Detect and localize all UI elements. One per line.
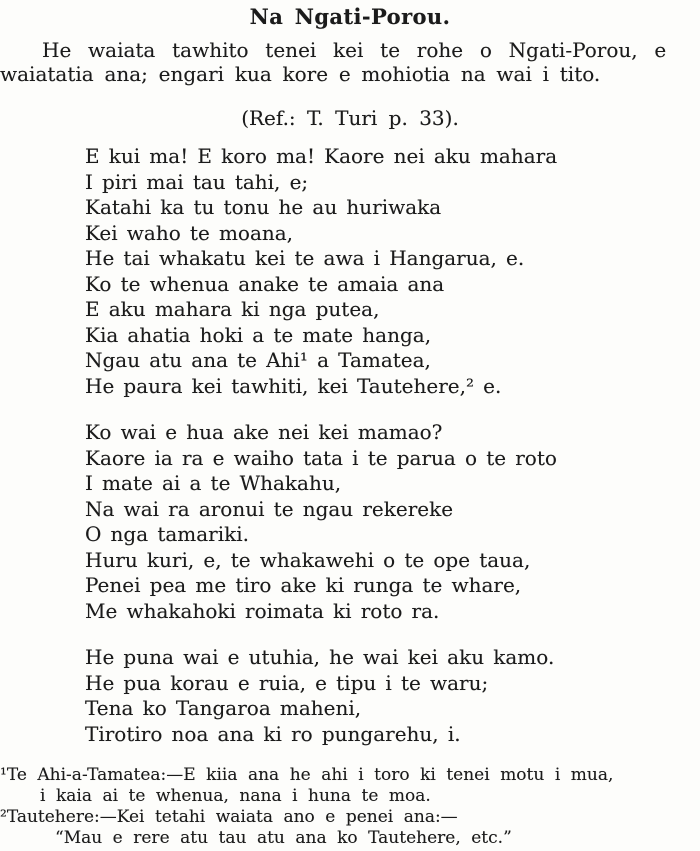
poem-line: E kui ma! E koro ma! Kaore nei aku mahara [85, 144, 558, 168]
poem-line: E aku mahara ki nga putea, [85, 297, 380, 321]
poem-line: He puna wai e utuhia, he wai kei aku kamo. [85, 645, 555, 669]
intro-paragraph [0, 38, 700, 86]
intro-line: He waiata tawhito tenei kei te rohe o Ngati-Porou, e [42, 38, 667, 62]
footnote-line: ²Tautehere:—Kei tetahi waiata ano e penei ana:— [0, 807, 458, 827]
footnote-line: i kaia ai te whenua, nana i huna te moa. [40, 786, 431, 806]
poem-stanza-1 [85, 144, 700, 399]
reference-line: (Ref.: T. Turi p. 33). [241, 106, 459, 130]
footnote-line: ¹Te Ahi-a-Tamatea:—E kiia ana he ahi i toro ki tenei motu i mua, [0, 765, 614, 785]
poem-line: He paura kei tawhiti, kei Tautehere,² e. [85, 373, 502, 398]
poem-line: Ngau atu ana te Ahi¹ a Tamatea, [85, 348, 431, 372]
poem-line: Katahi ka tu tonu he au huriwaka [85, 195, 442, 219]
poem-line: O nga tamariki. [85, 522, 249, 546]
footnote-line: “Mau e rere atu tau atu ana ko Tautehere, etc.” [55, 828, 512, 848]
poem-stanza-2 [85, 420, 700, 624]
poem-line: Penei pea me tiro ake ki runga te whare, [85, 573, 522, 597]
poem-line: Kei waho te moana, [85, 220, 294, 245]
poem-line: Na wai ra aronui te ngau rekereke [85, 496, 454, 521]
poem-stanza-3 [85, 645, 700, 747]
poem-line: Kia ahatia hoki a te mate hanga, [85, 322, 432, 347]
page-title: Na Ngati-Porou. [249, 4, 451, 29]
footnotes [0, 765, 700, 849]
poem-line: Kaore ia ra e waiho tata i te parua o te roto [85, 445, 557, 470]
poem-line: Tirotiro noa ana ki ro pungarehu, i. [85, 721, 461, 746]
poem-line: Huru kuri, e, te whakawehi o te ope taua, [85, 547, 531, 572]
poem-line: He tai whakatu kei te awa i Hangarua, e. [85, 246, 525, 270]
intro-line: waiatatia ana; engari kua kore e mohiotia na wai i tito. [0, 62, 601, 86]
poem-line: I mate ai a te Whakahu, [85, 471, 342, 495]
poem-line: He pua korau e ruia, e tipu i te waru; [85, 670, 489, 695]
poem-line: Tena ko Tangaroa maheni, [85, 696, 362, 720]
poem-line: Ko te whenua anake te amaia ana [85, 271, 445, 296]
poem-line: Me whakahoki roimata ki roto ra. [85, 598, 440, 623]
poem [85, 144, 700, 747]
poem-line: Ko wai e hua ake nei kei mamao? [85, 420, 443, 444]
poem-line: I piri mai tau tahi, e; [85, 169, 309, 194]
